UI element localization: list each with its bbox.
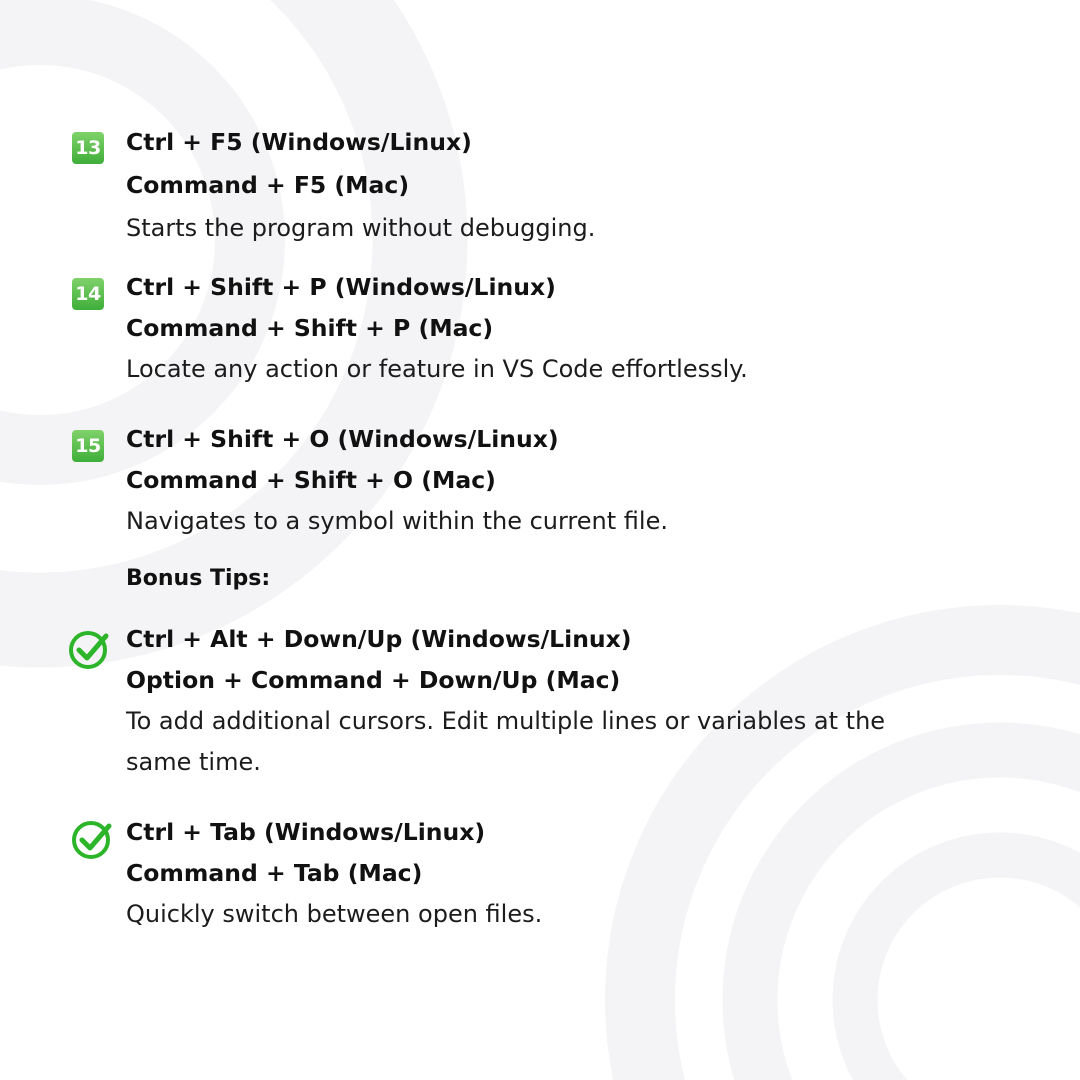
check-circle-icon bbox=[71, 817, 115, 861]
shortcut-description: Locate any action or feature in VS Code effortlessly. bbox=[126, 355, 748, 383]
bonus-tips-heading: Bonus Tips: bbox=[126, 566, 271, 591]
shortcut-mac: Command + Tab (Mac) bbox=[126, 859, 423, 887]
check-circle-icon bbox=[68, 627, 112, 671]
shortcut-description: Quickly switch between open files. bbox=[126, 900, 543, 928]
keycap-13-icon: 13 bbox=[72, 132, 104, 164]
shortcut-windows: Ctrl + Tab (Windows/Linux) bbox=[126, 818, 486, 846]
shortcut-description: To add additional cursors. Edit multiple lines or variables at the bbox=[126, 707, 886, 735]
shortcut-description: Starts the program without debugging. bbox=[126, 214, 596, 242]
keycap-14-icon: 14 bbox=[72, 278, 104, 310]
shortcut-windows: Ctrl + Alt + Down/Up (Windows/Linux) bbox=[126, 625, 632, 653]
shortcut-mac: Command + Shift + P (Mac) bbox=[126, 314, 494, 342]
shortcut-description-cont: same time. bbox=[126, 748, 261, 776]
shortcut-windows: Ctrl + Shift + O (Windows/Linux) bbox=[126, 425, 559, 453]
shortcut-mac: Option + Command + Down/Up (Mac) bbox=[126, 666, 621, 694]
shortcut-mac: Command + F5 (Mac) bbox=[126, 171, 410, 199]
shortcut-windows: Ctrl + F5 (Windows/Linux) bbox=[126, 128, 472, 156]
shortcut-mac: Command + Shift + O (Mac) bbox=[126, 466, 496, 494]
shortcut-description: Navigates to a symbol within the current file. bbox=[126, 507, 668, 535]
keycap-15-icon: 15 bbox=[72, 430, 104, 462]
shortcut-windows: Ctrl + Shift + P (Windows/Linux) bbox=[126, 273, 556, 301]
